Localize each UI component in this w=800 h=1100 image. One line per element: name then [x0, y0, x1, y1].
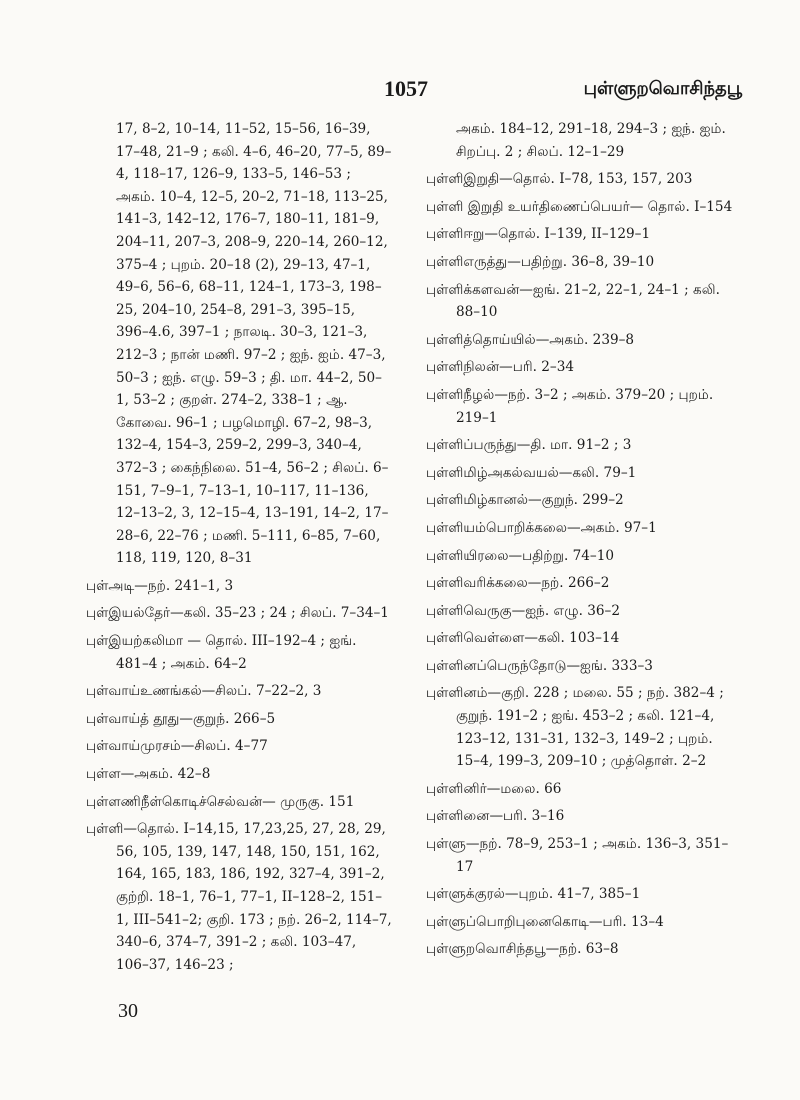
index-entry: புள்ளிஎருத்து—பதிற்று. 36–8, 39–10 [426, 253, 655, 270]
index-entry-continuation: அகம். 184–12, 291–18, 294–3 ; ஐந். ஐம். சிறப்பு. 2 ; சிலப். 12–1–29 [456, 121, 726, 160]
index-entry: புள்ளி—தொல். I–14,15, 17,23,25, 27, 28, 29, 56, 105, 139, 147, 148, 150, 151, 162, 164, 165, 183, 186, 192, 327–4, 391–2, குற்றி. 18–1, 76–1, 77–1, II–128–2, 151–1, III–541–2; குறி. 173 ; நற். 26–2, 114–7, 340–6, 374–7, 391–2 ; கலி. 103–47, 106–37, 146–23 ; [86, 821, 392, 973]
index-entry: புள்ளிப்பருந்து—தி. மா. 91–2 ; 3 [426, 437, 632, 454]
index-entry: புள்ளித்தொய்யில்—அகம். 239–8 [426, 331, 635, 348]
left-column [86, 118, 392, 981]
index-entry: புள்ளியம்பொறிக்கலை—அகம். 97–1 [426, 519, 657, 536]
index-entry: புள்ளினை—பரி. 3–16 [426, 808, 565, 825]
signature-mark: 30 [118, 1000, 138, 1022]
index-entry: புள்ளிஇறுதி—தொல். I–78, 153, 157, 203 [426, 171, 693, 188]
index-entry: புள்ளிமிழ்கானல்—குறுந். 299–2 [426, 492, 624, 509]
index-entry: புள்ளிவரிக்கலை—நற். 266–2 [426, 575, 610, 592]
index-entry: புள்ளிக்களவன்—ஐங். 21–2, 22–1, 24–1 ; கலி. 88–10 [426, 281, 720, 321]
right-column [426, 118, 736, 966]
index-entry: புள்ளுப்பொறிபுனைகொடி—பரி. 13–4 [426, 913, 664, 930]
index-entry: புள்ளிவெருகு—ஐந். எழு. 36–2 [426, 602, 620, 619]
index-entry: புள்ளிஈறு—தொல். I–139, II–129–1 [426, 226, 651, 243]
index-entry: புள்ளிவெள்ளை—கலி. 103–14 [426, 630, 620, 647]
index-entry: புள்வாய்உணங்கல்—சிலப். 7–22–2, 3 [86, 683, 322, 700]
index-entry: புள்ளுறவொசிந்தபூ—நற். 63–8 [426, 941, 619, 958]
index-entry: புள்ளி இறுதி உயர்திணைப்பெயர்— தொல். I–154 [426, 198, 733, 215]
index-entry: புள்இயற்கலிமா — தொல். III–192–4 ; ஐங். 481–4 ; அகம். 64–2 [86, 633, 357, 672]
index-entry-continuation: 17, 8–2, 10–14, 11–52, 15–56, 16–39, 17–48, 21–9 ; கலி. 4–6, 46–20, 77–5, 89–4, 118–17, 126–9, 133–5, 146–53 ; அகம். 10–4, 12–5, 20–2, 71–18, 113–25, 141–3, 142–12, 176–7, 180–11, 181–9, 204–11, 207–3, 208–9, 220–14, 260–12, 375–4 ; புறம். 20–18 (2), 29–13, 47–1, 49–6, 56–6, 68–11, 124–1, 173–3, 198–25, 204–10, 254–8, 291–3, 395–15, 396–4.6, 397–1 ; நாலடி. 30–3, 121–3, 212–3 ; நான் மணி. 97–2 ; ஐந். ஐம். 47–3, 50–3 ; ஐந். எழு. 59–3 ; தி. மா. 44–2, 50–1, 53–2 ; குறள். 274–2, 338–1 ; ஆ. கோவை. 96–1 ; பழமொழி. 67–2, 98–3, 132–4, 154–3, 259–2, 299–3, 340–4, 372–3 ; கைந்நிலை. 51–4, 56–2 ; சிலப். 6–151, 7–9–1, 7–13–1, 10–117, 11–136, 12–13–2, 3, 12–15–4, 13–191, 14–2, 17–28–6, 22–76 ; மணி. 5–111, 6–85, 7–60, 118, 119, 120, 8–31 [116, 121, 392, 567]
index-entry: புள்ளினிர்—மலை. 66 [426, 780, 562, 797]
index-entry: புள்ள—அகம். 42–8 [86, 766, 211, 783]
index-entry: புள்ளியிரலை—பதிற்று. 74–10 [426, 547, 615, 564]
index-entry: புள்வாய்த் தூது—குறுந். 266–5 [86, 710, 276, 727]
running-head: புள்ளுறவொசிந்தபூ [583, 78, 742, 99]
index-entry: புள்ளிநிலன்—பரி. 2–34 [426, 359, 575, 376]
index-entry: புள்ளினம்—குறி. 228 ; மலை. 55 ; நற். 382–4 ; குறுந். 191–2 ; ஐங். 453–2 ; கலி. 121–4, 123–12, 131–31, 132–3, 149–2 ; புறம். 15–4, 199–3, 209–10 ; முத்தொள். 2–2 [426, 685, 724, 770]
index-entry: புள்அடி—நற். 241–1, 3 [86, 577, 234, 594]
index-entry: புள்ளிநீழல்—நற். 3–2 ; அகம். 379–20 ; புறம். 219–1 [426, 386, 714, 426]
index-entry: புள்ளு—நற். 78–9, 253–1 ; அகம். 136–3, 351–17 [426, 836, 729, 875]
index-entry: புள்வாய்முரசம்—சிலப். 4–77 [86, 738, 268, 755]
index-entry: புள்ளுக்குரல்—புறம். 41–7, 385–1 [426, 886, 641, 903]
page-header [0, 76, 800, 106]
index-entry: புள்இயல்தேர்—கலி. 35–23 ; 24 ; சிலப். 7–34–1 [86, 605, 389, 622]
index-entry: புள்ளிமிழ்அகல்வயல்—கலி. 79–1 [426, 464, 637, 481]
index-entry: புள்ளினப்பெருந்தோடு—ஐங். 333–3 [426, 657, 653, 674]
page-number: 1057 [384, 76, 428, 101]
index-entry: புள்ளணிநீள்கொடிச்செல்வன்— முருகு. 151 [86, 793, 355, 810]
